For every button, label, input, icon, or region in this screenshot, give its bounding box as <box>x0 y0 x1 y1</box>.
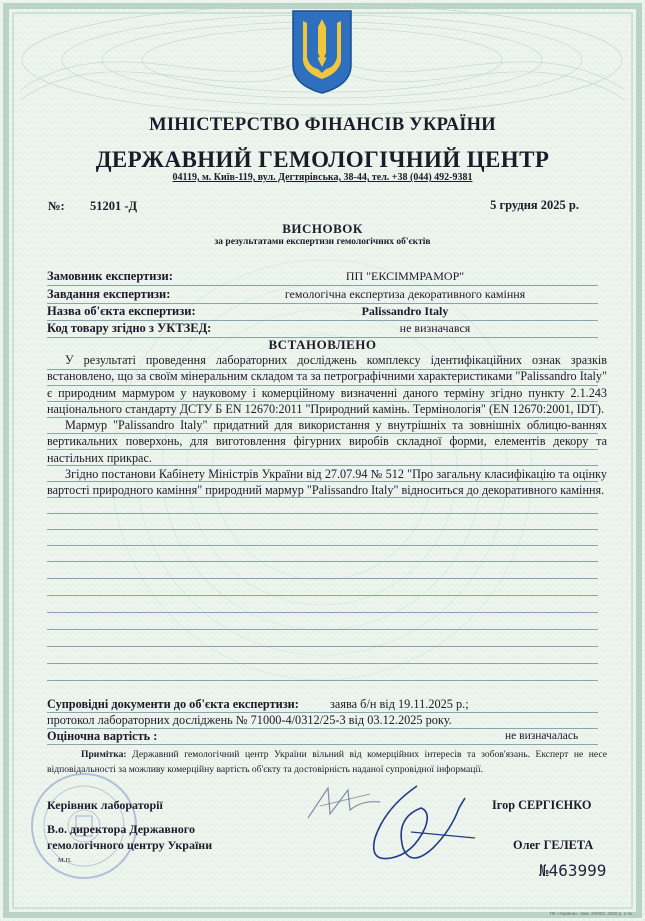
doc-title: ВИСНОВОК <box>282 221 363 236</box>
divider <box>47 561 598 562</box>
doc-number: 51201 -Д <box>90 199 138 213</box>
field-label-object: Назва об'єкта експертизи: <box>47 304 196 318</box>
divider <box>47 629 598 630</box>
body-text <box>47 352 607 499</box>
doc-subtitle: за результатами експертизи гемологічних об'єктів <box>214 237 431 247</box>
divider <box>47 646 598 647</box>
paragraph-2: Мармур "Palissandro Italy" придатний для використання у внутрішніх та зовнішніх облицю-ваннях вертикальних поверхонь, для виготовлення фігурних виробів складної форми, елементів декору та настільних прикрас. <box>47 418 607 465</box>
divider <box>47 663 598 664</box>
divider <box>47 744 598 745</box>
field-value-code: не визначався <box>399 321 471 335</box>
center-title: ДЕРЖАВНИЙ ГЕМОЛОГІЧНИЙ ЦЕНТР <box>95 147 550 172</box>
signatory-role-2-line-1: В.о. директора Державного <box>47 822 195 836</box>
serial-number: №463999 <box>539 861 607 880</box>
divider <box>47 578 598 579</box>
field-label-task: Завдання експертизи: <box>47 287 171 301</box>
appraisal-label: Оціночна вартість : <box>47 729 158 743</box>
doc-date: 5 грудня 2025 р. <box>490 198 579 212</box>
appraisal-value: не визначалась <box>505 730 579 742</box>
divider <box>47 529 598 530</box>
established-heading: ВСТАНОВЛЕНО <box>268 337 377 352</box>
paragraph-3: Згідно постанови Кабінету Міністрів України від 27.07.94 № 512 "Про загальну класифікацію та оцінку вартості природного каміння" природний мармур "Palissandro Italy" відноситься до декоративного каміння. <box>47 467 607 498</box>
field-label-code: Код товару згідно з УКТЗЕД: <box>47 321 212 335</box>
signatory-role-2-line-2: гемологічного центру України <box>47 838 213 852</box>
field-value-object: Palissandro Italy <box>361 304 449 318</box>
divider <box>47 680 598 681</box>
note-label: Примітка: <box>81 749 127 760</box>
supporting-docs-label: Супровідні документи до об'єкта експертизи: <box>47 697 299 711</box>
stamp-mark: М.П. <box>58 857 72 864</box>
printer-imprint: ПК «Україна». Зам. 20/803. 2020 р. 1 пк. <box>549 911 633 916</box>
ministry-title: МІНІСТЕРСТВО ФІНАНСІВ УКРАЇНИ <box>149 115 496 135</box>
signature-2 <box>355 778 485 873</box>
signatory-name-1: Ігор СЕРГІЄНКО <box>492 798 592 812</box>
divider <box>47 545 598 546</box>
signatory-role-1: Керівник лабораторії <box>47 798 163 812</box>
field-label-customer: Замовник експертизи: <box>47 269 173 283</box>
divider <box>47 285 598 286</box>
coat-of-arms-icon <box>289 7 355 95</box>
protocol-line: протокол лабораторних досліджень № 71000-4/0312/25-3 від 03.12.2025 року. <box>47 713 452 727</box>
divider <box>47 595 598 596</box>
paragraph-1: У результаті проведення лабораторних досліджень комплексу ідентифікаційних ознак зразків встановлено, що за своїм мінеральним складом та за петрографічними характеристиками "Palissandro Italy" є природним мармуром у науковому і комерційному визначенні даного терміну згідно пункту 2.1.243 національного стандарту ДСТУ Б EN 12670:2011 "Природний камінь. Термінологія" (EN 12670:2001, IDT). <box>47 353 607 416</box>
supporting-docs-value: заява б/н від 19.11.2025 р.; <box>330 697 469 711</box>
divider <box>47 513 598 514</box>
signatory-name-2: Олег ГЕЛЕТА <box>513 838 594 852</box>
field-value-task: гемологічна експертиза декоративного каміння <box>284 287 526 301</box>
divider <box>47 612 598 613</box>
address-line: 04119, м. Київ-119, вул. Дегтярівська, 38-44, тел. +38 (044) 492-9381 <box>172 172 473 183</box>
doc-number-label: №: <box>48 199 65 213</box>
note-text: Державний гемологічний центр України вільний від комерційних інтересів та зобов'язань. Експерт не несе відповідальності за можливу комерційну вартість об'єкту та достовірність наданої супровідної інформації. <box>47 749 607 775</box>
field-value-customer: ПП "ЕКСІММРАМОР" <box>345 269 465 283</box>
